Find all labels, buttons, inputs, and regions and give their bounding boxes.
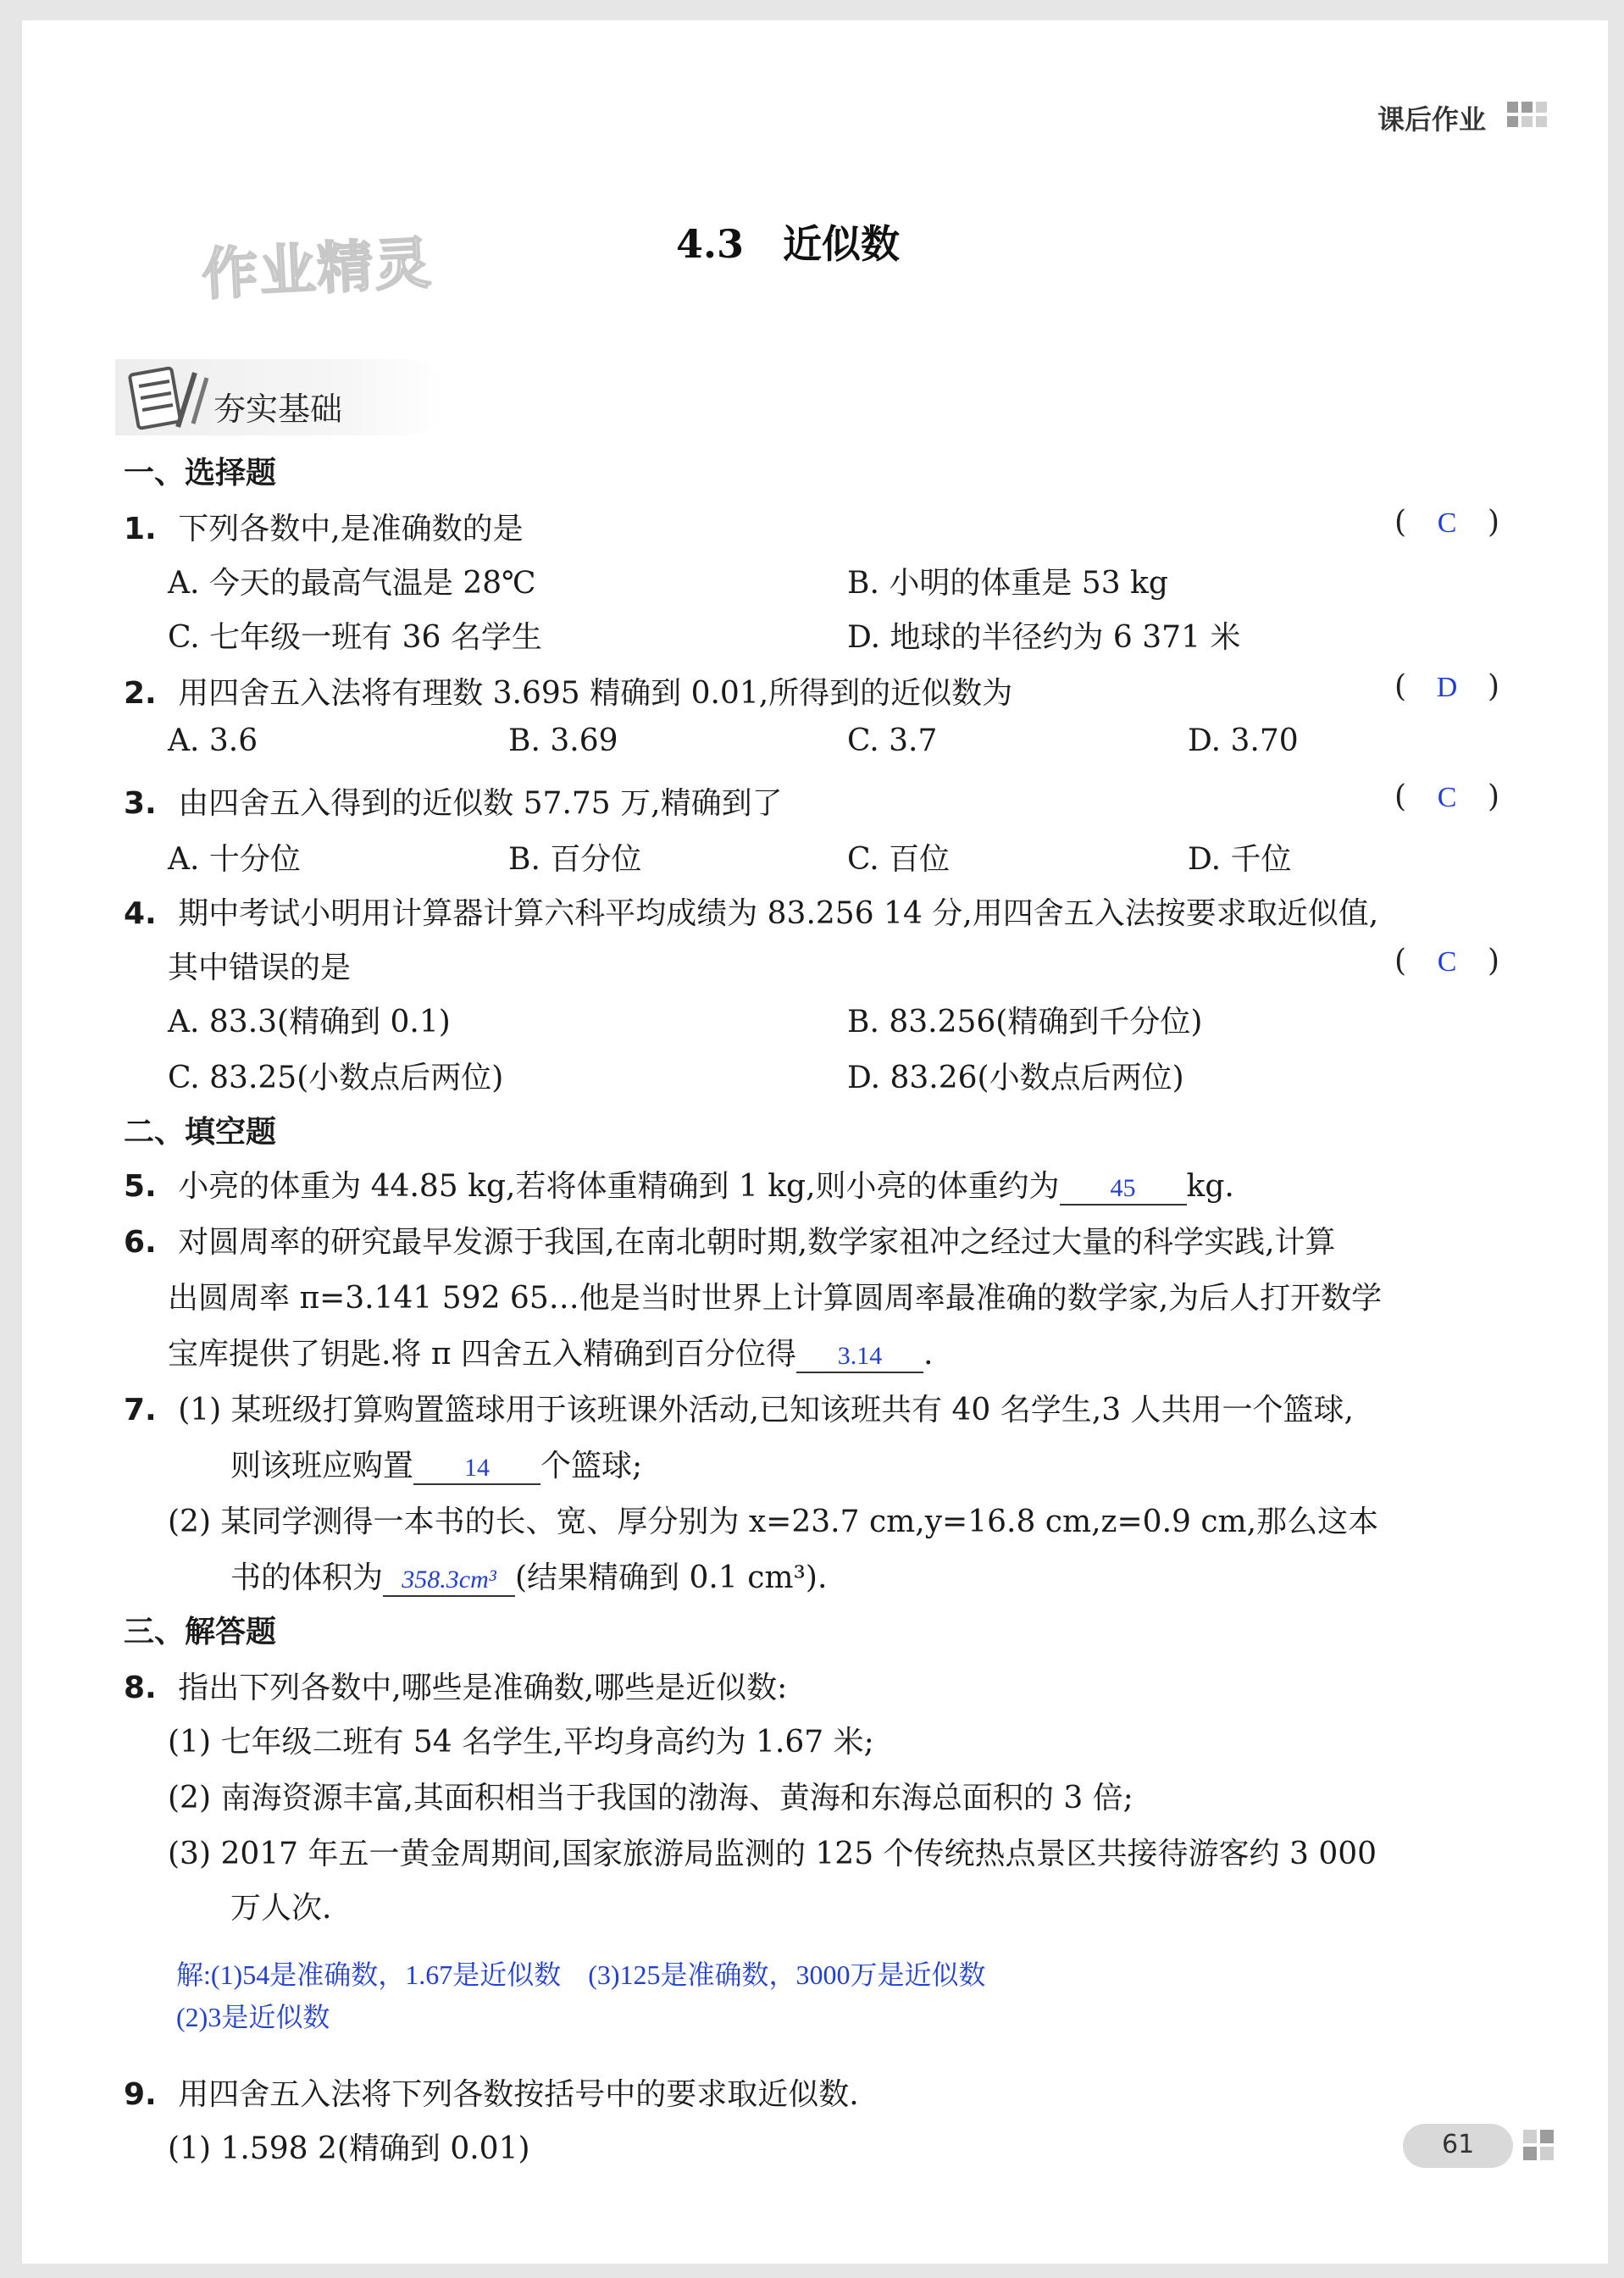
question-text: 书的体积为	[230, 1560, 384, 1595]
answer-blank: 358.3cm³	[383, 1565, 515, 1597]
question-7-part2-line2	[230, 1554, 827, 1597]
answer-value: D	[1436, 672, 1458, 703]
question-text: 下列各数中,是准确数的是	[178, 512, 524, 546]
answer-blank: 3.14	[796, 1341, 923, 1373]
question-number: 3.	[124, 786, 157, 821]
question-text: 则该班应购置	[230, 1449, 414, 1483]
option-b: B. 百分位	[508, 842, 642, 877]
option-d: D. 地球的半径约为 6 371 米	[847, 620, 1241, 655]
question-text-post: 个篮球;	[540, 1449, 643, 1483]
option-d: D. 83.26(小数点后两位)	[847, 1061, 1184, 1095]
question-6	[124, 1218, 1336, 1261]
page-number: 61	[1442, 2130, 1475, 2159]
question-text: 小亮的体重为 44.85 kg,若将体重精确到 1 kg,则小亮的体重约为	[178, 1169, 1060, 1204]
answer-blank: 45	[1060, 1173, 1187, 1206]
handwritten-solution: (2)3是近似数	[176, 2002, 330, 2032]
answer-bracket: ( D )	[1394, 669, 1500, 704]
option-c: C. 3.7	[847, 723, 938, 758]
question-3	[124, 779, 783, 823]
question-7	[124, 1386, 1354, 1429]
question-8	[124, 1664, 787, 1707]
question-text: 宝库提供了钥匙.将 π 四舍五入精确到百分位得	[168, 1337, 796, 1372]
option-b: B. 3.69	[508, 723, 618, 758]
category-fill: 二、填空题	[124, 1115, 277, 1150]
question-6-line3	[168, 1330, 933, 1373]
question-number: 5.	[124, 1169, 157, 1204]
question-7-part2: (2) 某同学测得一本书的长、宽、厚分别为 x=23.7 cm,y=16.8 cm,z=0.9 cm,那么这本	[168, 1505, 1379, 1539]
question-number: 8.	[124, 1671, 157, 1705]
header-label: 课后作业	[1377, 103, 1487, 136]
question-8-item-cont: 万人次.	[230, 1891, 332, 1926]
header-deco-icon	[1507, 102, 1547, 127]
answer-bracket: ( C )	[1394, 779, 1500, 814]
answer-value: C	[1437, 507, 1457, 539]
question-number: 4.	[124, 896, 157, 931]
option-a: A. 今天的最高气温是 28℃	[168, 566, 536, 601]
question-9-item: (1) 1.598 2(精确到 0.01)	[168, 2131, 530, 2166]
handwritten-solution: 解:(1)54是准确数，1.67是近似数 (3)125是准确数，3000万是近似数	[176, 1959, 986, 1990]
option-a: A. 十分位	[168, 842, 301, 877]
option-c: C. 百位	[847, 842, 951, 877]
question-text-post: kg.	[1186, 1169, 1234, 1204]
question-8-item: (3) 2017 年五一黄金周期间,国家旅游局监测的 125 个传统热点景区共接待游客约 3 000	[168, 1837, 1377, 1871]
question-number: 1.	[124, 512, 157, 546]
question-number: 7.	[124, 1393, 157, 1427]
question-text: (1) 某班级打算购置篮球用于该班课外活动,已知该班共有 40 名学生,3 人共用一个篮球,	[178, 1393, 1354, 1427]
answer-blank: 14	[413, 1453, 540, 1485]
watermark-logo: 作业精灵	[200, 230, 435, 308]
answer-value: C	[1437, 782, 1457, 813]
option-a: A. 83.3(精确到 0.1)	[168, 1005, 451, 1039]
question-1	[124, 505, 524, 548]
question-4	[124, 890, 1378, 933]
section-title: 夯实基础	[213, 391, 343, 428]
question-text: 期中考试小明用计算器计算六科平均成绩为 83.256 14 分,用四舍五入法按要求取近似值,	[178, 896, 1379, 931]
page-title: 4.3 近似数	[676, 221, 901, 267]
category-choice: 一、选择题	[124, 456, 277, 491]
question-text-post: (结果精确到 0.1 cm³).	[515, 1560, 828, 1595]
question-text-cont: 其中错误的是	[168, 951, 352, 985]
option-c: C. 七年级一班有 36 名学生	[168, 620, 542, 655]
question-text: 用四舍五入法将下列各数按括号中的要求取近似数.	[178, 2077, 859, 2112]
question-2	[124, 669, 1012, 712]
workbook-page	[22, 20, 1608, 2264]
question-text: 指出下列各数中,哪些是准确数,哪些是近似数:	[178, 1671, 788, 1705]
question-number: 9.	[124, 2077, 157, 2112]
question-number: 6.	[124, 1225, 157, 1260]
question-8-item: (2) 南海资源丰富,其面积相当于我国的渤海、黄海和东海总面积的 3 倍;	[168, 1781, 1133, 1815]
answer-bracket: ( C )	[1394, 505, 1500, 540]
question-7-part1-line2	[230, 1442, 642, 1485]
option-c: C. 83.25(小数点后两位)	[168, 1061, 504, 1095]
answer-bracket: ( C )	[1394, 944, 1500, 978]
notebook-icon	[122, 356, 215, 441]
question-text: 由四舍五入得到的近似数 57.75 万,精确到了	[178, 786, 783, 821]
question-number: 2.	[124, 676, 157, 711]
option-a: A. 3.6	[168, 723, 258, 758]
category-solve: 三、解答题	[124, 1615, 277, 1649]
question-text: 用四舍五入法将有理数 3.695 精确到 0.01,所得到的近似数为	[178, 676, 1013, 711]
question-text: 对圆周率的研究最早发源于我国,在南北朝时期,数学家祖冲之经过大量的科学实践,计算	[178, 1225, 1336, 1260]
question-5	[124, 1162, 1234, 1206]
footer-deco-icon	[1523, 2130, 1554, 2160]
answer-value: C	[1437, 946, 1457, 978]
option-b: B. 83.256(精确到千分位)	[847, 1005, 1203, 1039]
option-b: B. 小明的体重是 53 kg	[847, 566, 1168, 601]
question-8-item: (1) 七年级二班有 54 名学生,平均身高约为 1.67 米;	[168, 1725, 874, 1760]
question-6-line2: 出圆周率 π=3.141 592 65…他是当时世界上计算圆周率最准确的数学家,为后人打开数学	[168, 1281, 1383, 1316]
question-9	[124, 2070, 859, 2114]
option-d: D. 3.70	[1188, 723, 1299, 758]
option-d: D. 千位	[1188, 842, 1292, 877]
question-text-post: .	[923, 1337, 934, 1372]
